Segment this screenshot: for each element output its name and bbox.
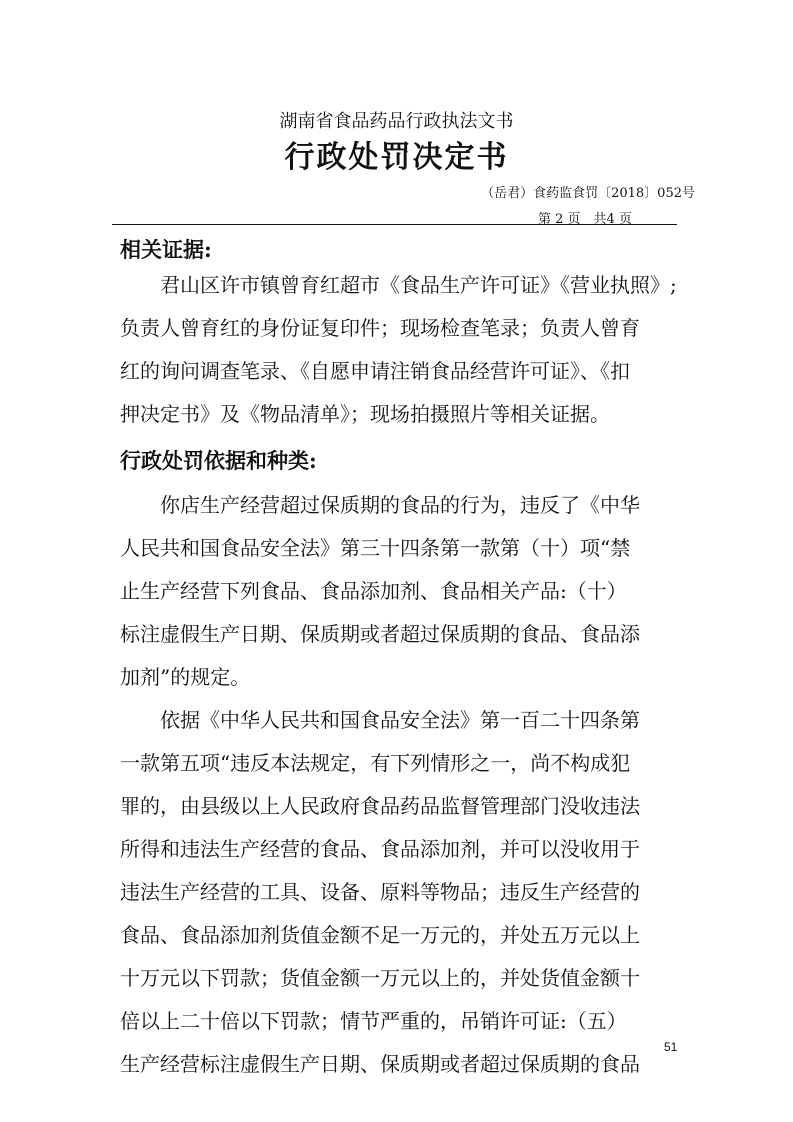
- penalty-basis-line: 一款第五项“违反本法规定，有下列情形之一，尚不构成犯: [120, 751, 631, 775]
- document-number: （岳君）食药监食罚〔2018〕052号: [481, 186, 695, 201]
- penalty-basis-line: 生产经营标注虚假生产日期、保质期或者超过保质期的食品: [120, 1052, 640, 1076]
- penalty-basis-line: 你店生产经营超过保质期的食品的行为，违反了《中华: [160, 493, 640, 517]
- penalty-basis-line: 违法生产经营的工具、设备、原料等物品；违反生产经营的: [120, 880, 640, 904]
- evidence-line: 押决定书》及《物品清单》；现场拍摄照片等相关证据。: [120, 402, 610, 426]
- penalty-basis-line: 标注虚假生产日期、保质期或者超过保质期的食品、食品添: [120, 622, 640, 646]
- section-heading-evidence: 相关证据:: [120, 237, 212, 262]
- page-info: 第 2 页 共4 页: [538, 212, 632, 227]
- document-title: 行政处罚决定书: [284, 140, 509, 175]
- evidence-line: 君山区许市镇曾育红超市《食品生产许可证》《营业执照》;: [160, 273, 677, 297]
- evidence-line: 红的询问调查笔录、《自愿申请注销食品经营许可证》、《扣: [120, 359, 630, 383]
- penalty-basis-line: 罪的，由县级以上人民政府食品药品监督管理部门没收违法: [120, 794, 640, 818]
- penalty-basis-line: 加剂”的规定。: [120, 665, 251, 689]
- penalty-basis-line: 食品、食品添加剂货值金额不足一万元的，并处五万元以上: [120, 923, 640, 947]
- page-number: 51: [664, 1040, 678, 1054]
- penalty-basis-line: 十万元以下罚款；货值金额一万元以上的，并处货值金额十: [120, 966, 640, 990]
- section-heading-penalty-basis: 行政处罚依据和种类:: [120, 448, 317, 473]
- penalty-basis-line: 所得和违法生产经营的食品、食品添加剂，并可以没收用于: [120, 837, 640, 861]
- penalty-basis-line: 人民共和国食品安全法》第三十四条第一款第（十）项“禁: [120, 536, 631, 560]
- penalty-basis-line: 止生产经营下列食品、食品添加剂、食品相关产品:（十）: [120, 579, 627, 603]
- penalty-basis-line: 依据《中华人民共和国食品安全法》第一百二十四条第: [160, 708, 640, 732]
- header-divider: [112, 224, 677, 225]
- evidence-line: 负责人曾育红的身份证复印件；现场检查笔录；负责人曾育: [120, 316, 640, 340]
- issuing-authority: 湖南省食品药品行政执法文书: [279, 111, 514, 132]
- penalty-basis-line: 倍以上二十倍以下罚款；情节严重的，吊销许可证:（五）: [120, 1009, 627, 1033]
